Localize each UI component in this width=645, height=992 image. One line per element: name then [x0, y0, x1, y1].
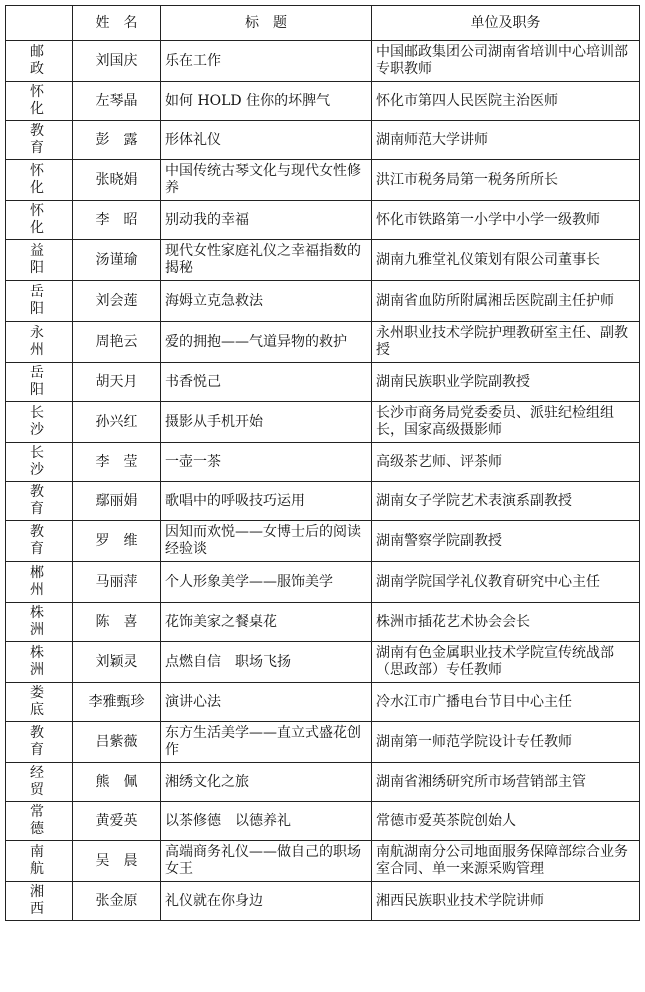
region-cell: 长沙 — [6, 402, 73, 443]
unit-cell: 湖南师范大学讲师 — [372, 121, 640, 160]
unit-cell: 湖南有色金属职业技术学院宣传统战部（思政部）专任教师 — [372, 642, 640, 683]
header-unit: 单位及职务 — [372, 6, 640, 41]
title-cell: 现代女性家庭礼仪之幸福指数的揭秘 — [161, 240, 372, 281]
table-row — [6, 363, 640, 402]
region-cell: 娄底 — [6, 683, 73, 722]
title-cell: 东方生活美学——直立式盛花创作 — [161, 722, 372, 763]
region-cell: 永州 — [6, 322, 73, 363]
table-row — [6, 562, 640, 603]
name-cell: 熊 佩 — [73, 763, 161, 802]
title-cell: 以茶修德 以德养礼 — [161, 802, 372, 841]
name-cell: 马丽萍 — [73, 562, 161, 603]
name-cell: 罗 维 — [73, 521, 161, 562]
table-row — [6, 281, 640, 322]
table-row — [6, 802, 640, 841]
table-row — [6, 841, 640, 882]
name-cell: 李 莹 — [73, 443, 161, 482]
name-cell: 鄢丽娟 — [73, 482, 161, 521]
unit-cell: 湖南警察学院副教授 — [372, 521, 640, 562]
name-cell: 李 昭 — [73, 201, 161, 240]
unit-cell: 湖南九雅堂礼仪策划有限公司董事长 — [372, 240, 640, 281]
title-cell: 花饰美家之餐桌花 — [161, 603, 372, 642]
name-cell: 胡天月 — [73, 363, 161, 402]
unit-cell: 湖南省湘绣研究所市场营销部主管 — [372, 763, 640, 802]
region-cell: 怀化 — [6, 82, 73, 121]
title-cell: 如何 HOLD 住你的坏脾气 — [161, 82, 372, 121]
table-row — [6, 160, 640, 201]
table-row — [6, 41, 640, 82]
unit-cell: 高级茶艺师、评茶师 — [372, 443, 640, 482]
table-row — [6, 82, 640, 121]
title-cell: 书香悦己 — [161, 363, 372, 402]
unit-cell: 长沙市商务局党委委员、派驻纪检组组长，国家高级摄影师 — [372, 402, 640, 443]
name-cell: 张晓娟 — [73, 160, 161, 201]
unit-cell: 湖南省血防所附属湘岳医院副主任护师 — [372, 281, 640, 322]
region-cell: 株洲 — [6, 603, 73, 642]
title-cell: 因知而欢悦——女博士后的阅读经验谈 — [161, 521, 372, 562]
name-cell: 吴 晨 — [73, 841, 161, 882]
name-cell: 吕紫薇 — [73, 722, 161, 763]
title-cell: 点燃自信 职场飞扬 — [161, 642, 372, 683]
name-cell: 黄爱英 — [73, 802, 161, 841]
title-cell: 海姆立克急救法 — [161, 281, 372, 322]
unit-cell: 怀化市铁路第一小学中小学一级教师 — [372, 201, 640, 240]
region-cell: 教育 — [6, 521, 73, 562]
table-row — [6, 322, 640, 363]
region-cell: 常德 — [6, 802, 73, 841]
title-cell: 高端商务礼仪——做自己的职场女王 — [161, 841, 372, 882]
unit-cell: 南航湖南分公司地面服务保障部综合业务室合同、单一来源采购管理 — [372, 841, 640, 882]
table-row — [6, 121, 640, 160]
unit-cell: 湖南第一师范学院设计专任教师 — [372, 722, 640, 763]
table-row — [6, 240, 640, 281]
title-cell: 演讲心法 — [161, 683, 372, 722]
unit-cell: 常德市爱英茶院创始人 — [372, 802, 640, 841]
header-region — [6, 6, 73, 41]
unit-cell: 湖南民族职业学院副教授 — [372, 363, 640, 402]
header-name: 姓 名 — [73, 6, 161, 41]
region-cell: 南航 — [6, 841, 73, 882]
unit-cell: 株洲市插花艺术协会会长 — [372, 603, 640, 642]
name-cell: 陈 喜 — [73, 603, 161, 642]
table-row — [6, 763, 640, 802]
header-title: 标 题 — [161, 6, 372, 41]
unit-cell: 湘西民族职业技术学院讲师 — [372, 882, 640, 921]
unit-cell: 永州职业技术学院护理教研室主任、副教授 — [372, 322, 640, 363]
region-cell: 怀化 — [6, 201, 73, 240]
region-cell: 湘西 — [6, 882, 73, 921]
name-cell: 周艳云 — [73, 322, 161, 363]
region-cell: 郴州 — [6, 562, 73, 603]
title-cell: 摄影从手机开始 — [161, 402, 372, 443]
table-row — [6, 683, 640, 722]
title-cell: 礼仪就在你身边 — [161, 882, 372, 921]
title-cell: 湘绣文化之旅 — [161, 763, 372, 802]
title-cell: 一壶一茶 — [161, 443, 372, 482]
title-cell: 歌唱中的呼吸技巧运用 — [161, 482, 372, 521]
title-cell: 形体礼仪 — [161, 121, 372, 160]
name-cell: 汤谨瑜 — [73, 240, 161, 281]
name-cell: 李雅甄珍 — [73, 683, 161, 722]
region-cell: 益阳 — [6, 240, 73, 281]
title-cell: 别动我的幸福 — [161, 201, 372, 240]
name-cell: 张金原 — [73, 882, 161, 921]
table-row — [6, 443, 640, 482]
unit-cell: 怀化市第四人民医院主治医师 — [372, 82, 640, 121]
table-row — [6, 603, 640, 642]
name-cell: 孙兴红 — [73, 402, 161, 443]
unit-cell: 湖南学院国学礼仪教育研究中心主任 — [372, 562, 640, 603]
region-cell: 经贸 — [6, 763, 73, 802]
region-cell: 岳阳 — [6, 363, 73, 402]
title-cell: 爱的拥抱——气道异物的救护 — [161, 322, 372, 363]
region-cell: 岳阳 — [6, 281, 73, 322]
header-row — [6, 6, 640, 41]
title-cell: 中国传统古琴文化与现代女性修养 — [161, 160, 372, 201]
region-cell: 长沙 — [6, 443, 73, 482]
name-cell: 刘国庆 — [73, 41, 161, 82]
unit-cell: 湖南女子学院艺术表演系副教授 — [372, 482, 640, 521]
table-row — [6, 482, 640, 521]
title-cell: 个人形象美学——服饰美学 — [161, 562, 372, 603]
name-cell: 彭 露 — [73, 121, 161, 160]
region-cell: 怀化 — [6, 160, 73, 201]
region-cell: 教育 — [6, 722, 73, 763]
name-cell: 刘会莲 — [73, 281, 161, 322]
table-row — [6, 201, 640, 240]
region-cell: 教育 — [6, 482, 73, 521]
unit-cell: 中国邮政集团公司湖南省培训中心培训部专职教师 — [372, 41, 640, 82]
region-cell: 教育 — [6, 121, 73, 160]
title-cell: 乐在工作 — [161, 41, 372, 82]
region-cell: 株洲 — [6, 642, 73, 683]
table-row — [6, 722, 640, 763]
table-row — [6, 882, 640, 921]
name-cell: 左琴晶 — [73, 82, 161, 121]
unit-cell: 冷水江市广播电台节目中心主任 — [372, 683, 640, 722]
region-cell: 邮政 — [6, 41, 73, 82]
name-cell: 刘颖灵 — [73, 642, 161, 683]
roster-table — [5, 5, 640, 921]
table-row — [6, 521, 640, 562]
unit-cell: 洪江市税务局第一税务所所长 — [372, 160, 640, 201]
table-row — [6, 402, 640, 443]
table-row — [6, 642, 640, 683]
